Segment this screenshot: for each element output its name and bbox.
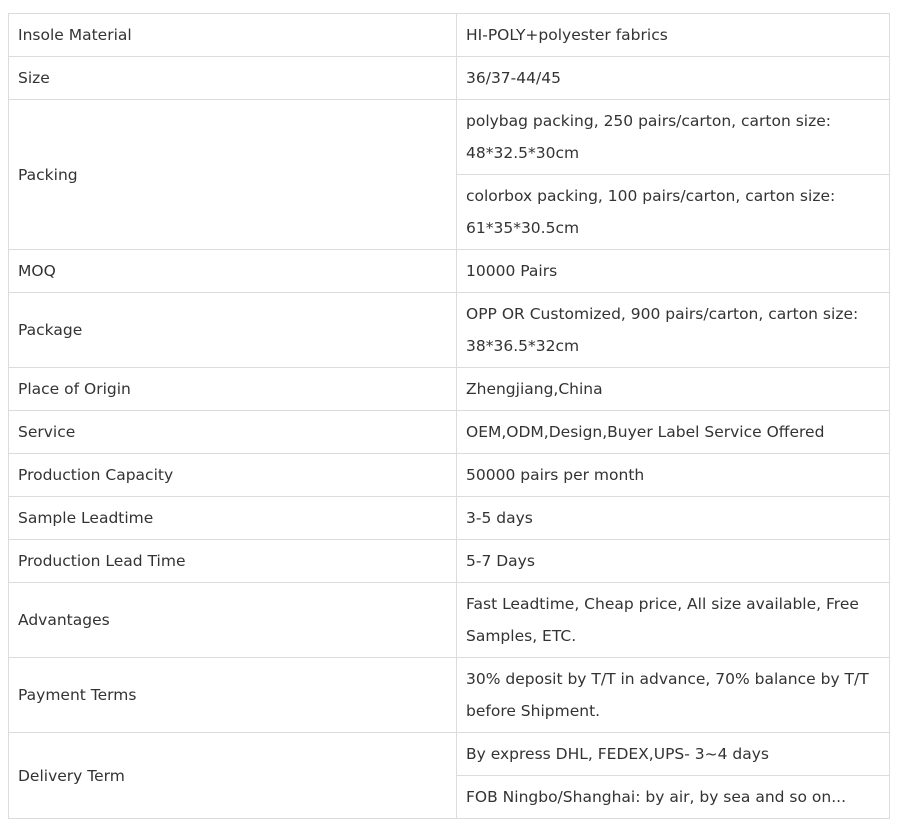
product-spec-table [8, 13, 890, 819]
row-label: Package [9, 293, 457, 368]
row-value: 50000 pairs per month [457, 454, 890, 497]
row-value: polybag packing, 250 pairs/carton, carton size: 48*32.5*30cm [457, 100, 890, 175]
row-value: OEM,ODM,Design,Buyer Label Service Offered [457, 411, 890, 454]
table-row [9, 14, 890, 57]
table-row [9, 293, 890, 368]
table-row [9, 497, 890, 540]
table-row [9, 540, 890, 583]
table-row [9, 250, 890, 293]
row-value: Fast Leadtime, Cheap price, All size available, Free Samples, ETC. [457, 583, 890, 658]
row-value: FOB Ningbo/Shanghai: by air, by sea and so on... [457, 776, 890, 819]
row-label: Advantages [9, 583, 457, 658]
row-label: MOQ [9, 250, 457, 293]
row-value: By express DHL, FEDEX,UPS- 3~4 days [457, 733, 890, 776]
table-row [9, 368, 890, 411]
row-label: Place of Origin [9, 368, 457, 411]
row-value: 3-5 days [457, 497, 890, 540]
row-label: Production Lead Time [9, 540, 457, 583]
row-value: OPP OR Customized, 900 pairs/carton, carton size: 38*36.5*32cm [457, 293, 890, 368]
table-row [9, 733, 890, 776]
row-value: 30% deposit by T/T in advance, 70% balance by T/T before Shipment. [457, 658, 890, 733]
row-label: Service [9, 411, 457, 454]
row-label: Sample Leadtime [9, 497, 457, 540]
row-label: Production Capacity [9, 454, 457, 497]
table-row [9, 583, 890, 658]
row-value: 10000 Pairs [457, 250, 890, 293]
row-value: Zhengjiang,China [457, 368, 890, 411]
spec-table-body [9, 14, 890, 819]
row-value: 36/37-44/45 [457, 57, 890, 100]
table-row [9, 658, 890, 733]
table-row [9, 454, 890, 497]
row-label: Payment Terms [9, 658, 457, 733]
row-value: colorbox packing, 100 pairs/carton, carton size: 61*35*30.5cm [457, 175, 890, 250]
row-label: Insole Material [9, 14, 457, 57]
table-row [9, 100, 890, 175]
table-row [9, 57, 890, 100]
row-label: Packing [9, 100, 457, 250]
row-value: 5-7 Days [457, 540, 890, 583]
row-value: HI-POLY+polyester fabrics [457, 14, 890, 57]
row-label: Delivery Term [9, 733, 457, 819]
row-label: Size [9, 57, 457, 100]
table-row [9, 411, 890, 454]
